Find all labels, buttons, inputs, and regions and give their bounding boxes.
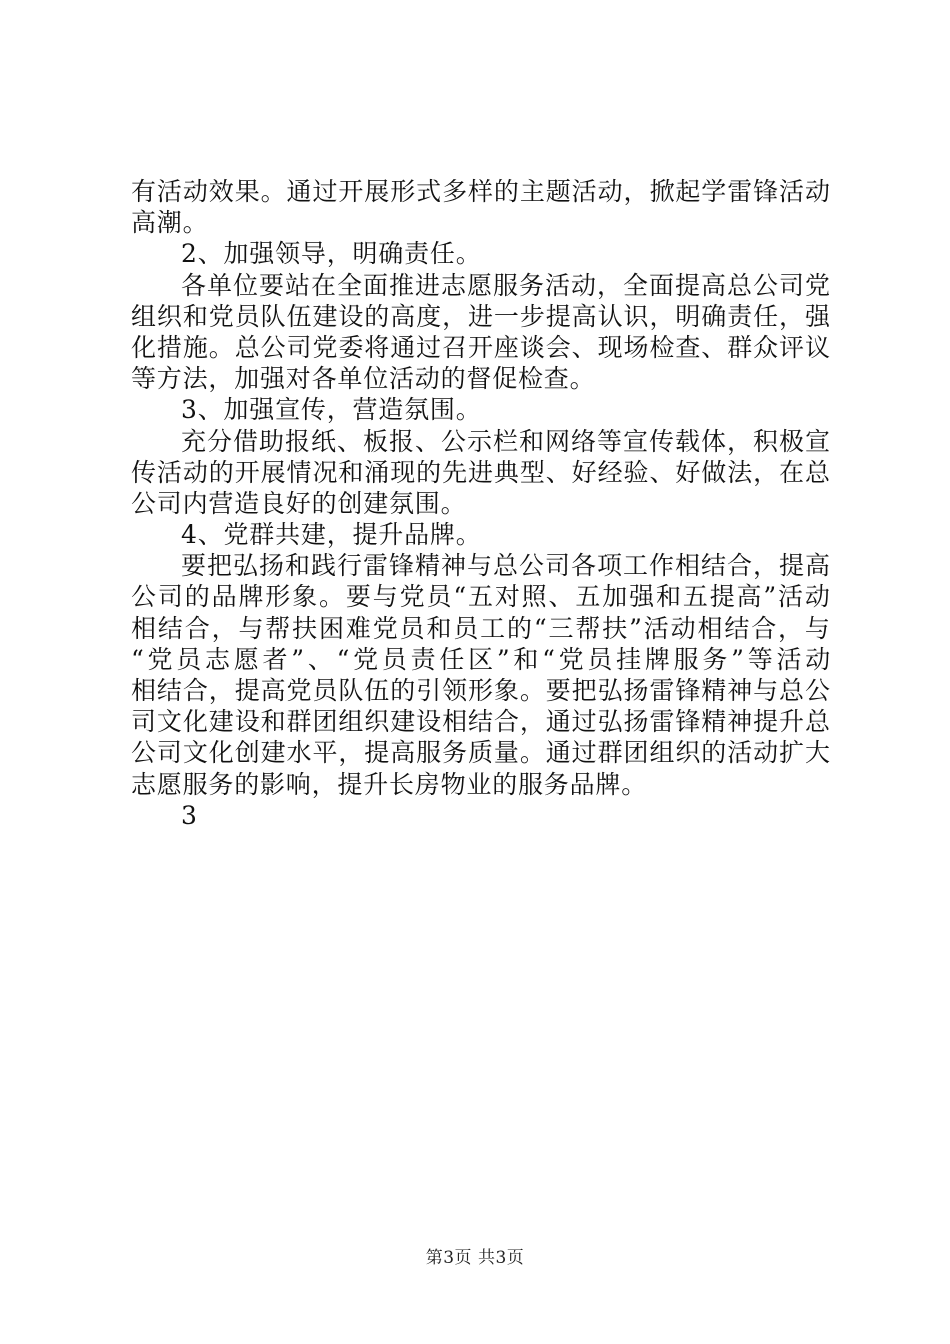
text-line: 充 分 借 助 报 纸 、 板 报 、 公 示 栏 和 网 络 等 宣 传 载 体 ， 积 极 宣 (181, 426, 831, 456)
text-line: 3 (181, 800, 198, 830)
text-line: 各 单 位 要 站 在 全 面 推 进 志 愿 服 务 活 动 ， 全 面 提 高 总 公 司 党 (181, 270, 831, 300)
text-line: 志愿服务的影响，提升长房物业的服务品牌。 (131, 769, 648, 799)
section-heading: 2、加强领导，明确责任。 (181, 239, 482, 269)
text-line: 公 司 的 品 牌 形 象 。 要 与 党 员 “ 五 对 照 、 五 加 强 和 五 提 高 ” 活 动 (131, 582, 831, 612)
text-line: 相 结 合 ， 提 高 党 员 队 伍 的 引 领 形 象 。 要 把 弘 扬 雷 锋 精 神 与 总 公 (131, 676, 831, 705)
text-line: “ 党 员 志 愿 者 ” 、 “ 党 员 责 任 区 ” 和 “ 党 员 挂 牌 服 务 ” 等 活 动 (131, 644, 831, 674)
text-line: 相 结 合 ， 与 帮 扶 困 难 党 员 和 员 工 的 “ 三 帮 扶 ” 活 动 相 结 合 ， 与 (131, 613, 831, 643)
text-line: 高潮。 (131, 208, 209, 238)
text-line: 公司内营造良好的创建氛围。 (131, 488, 467, 518)
text-line: 司 文 化 建 设 和 群 团 组 织 建 设 相 结 合 ， 通 过 弘 扬 雷 锋 精 神 提 升 总 (131, 707, 831, 737)
document-body (131, 176, 831, 831)
text-line: 要 把 弘 扬 和 践 行 雷 锋 精 神 与 总 公 司 各 项 工 作 相 结 合 ， 提 高 (181, 551, 831, 581)
text-line: 传 活 动 的 开 展 情 况 和 涌 现 的 先 进 典 型 、 好 经 验 、 好 做 法 ， 在 总 (131, 457, 831, 487)
text-line: 等方法，加强对各单位活动的督促检查。 (131, 364, 596, 394)
page-number-footer: 第3页 共3页 (425, 1248, 525, 1268)
text-line: 化 措 施 。 总 公 司 党 委 将 通 过 召 开 座 谈 会 、 现 场 检 查 、 群 众 评 议 (131, 332, 831, 362)
text-line: 有 活 动 效 果 。 通 过 开 展 形 式 多 样 的 主 题 活 动 ， 掀 起 学 雷 锋 活 动 (131, 177, 831, 206)
section-heading: 4、党群共建，提升品牌。 (181, 520, 482, 550)
text-line: 组 织 和 党 员 队 伍 建 设 的 高 度 ， 进 一 步 提 高 认 识 ， 明 确 责 任 ， 强 (131, 301, 831, 331)
text-line: 公 司 文 化 创 建 水 平 ， 提 高 服 务 质 量 。 通 过 群 团 组 织 的 活 动 扩 大 (131, 738, 831, 768)
section-heading: 3、加强宣传，营造氛围。 (181, 395, 482, 425)
